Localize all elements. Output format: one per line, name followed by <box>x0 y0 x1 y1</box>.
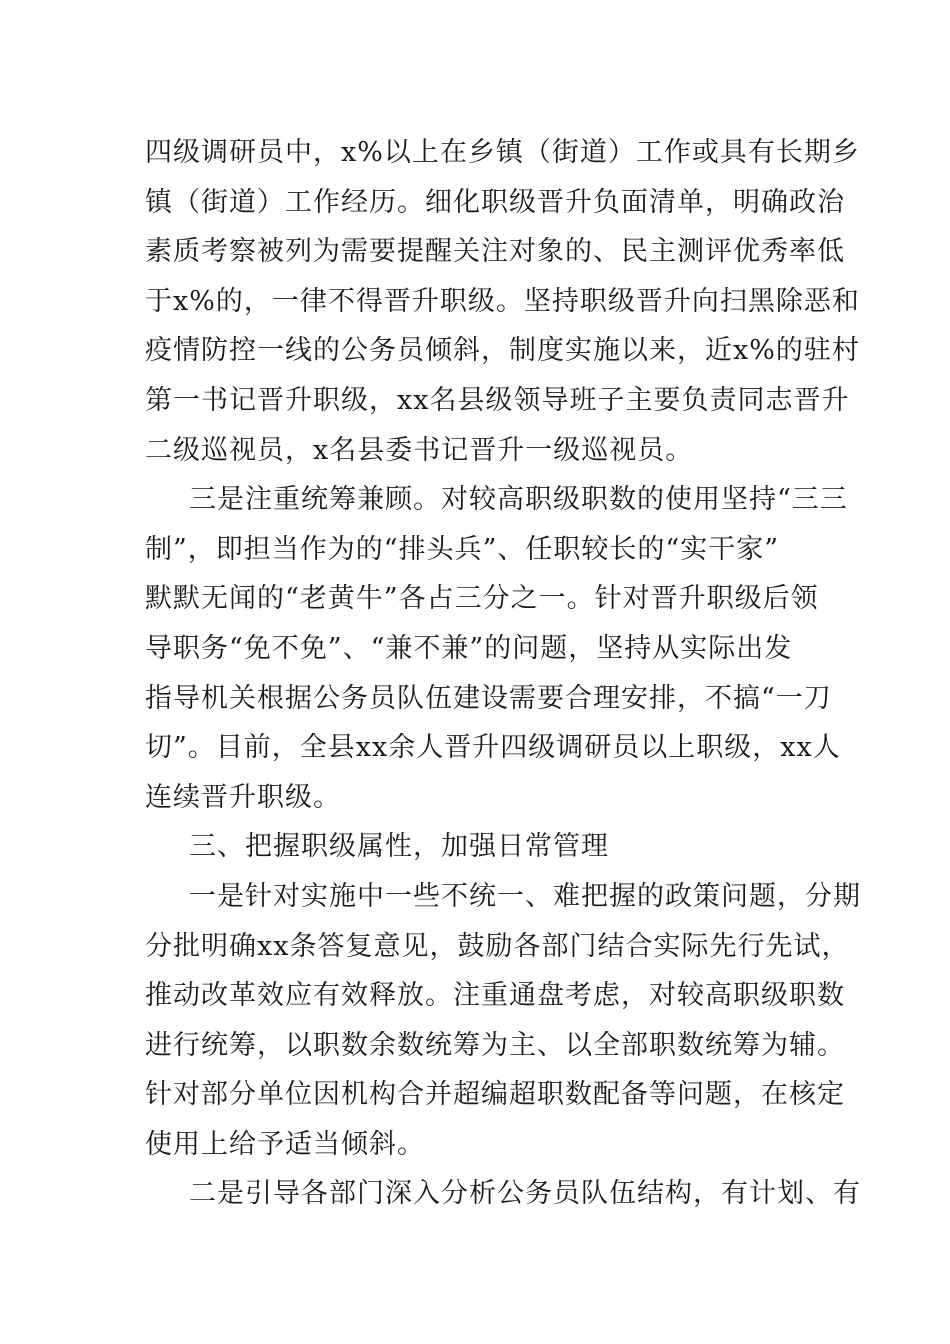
section-heading: 三、把握职级属性，加强日常管理 <box>189 831 609 863</box>
text-line: 分批明确xx条答复意见，鼓励各部门结合实际先行先试， <box>145 930 850 962</box>
text-line: 默默无闻的“老黄牛”各占三分之一。针对晋升职级后领 <box>145 583 819 615</box>
text-line: 使用上给予适当倾斜。 <box>145 1128 425 1160</box>
text-line: 于x%的，一律不得晋升职级。坚持职级晋升向扫黑除恶和 <box>145 285 860 317</box>
text-line: 疫情防控一线的公务员倾斜，制度实施以来，近x%的驻村 <box>145 335 860 367</box>
text-line: 导职务“免不免”、“兼不兼”的问题，坚持从实际出发 <box>145 632 793 664</box>
text-line: 素质考察被列为需要提醒关注对象的、民主测评优秀率低 <box>145 236 845 268</box>
text-line: 指导机关根据公务员队伍建设需要合理安排，不搞“一刀 <box>145 682 832 714</box>
text-line: 连续晋升职级。 <box>145 781 341 813</box>
text-line: 进行统筹，以职数余数统筹为主、以全部职数统筹为辅。 <box>145 1029 845 1061</box>
text-line: 切”。目前，全县xx余人晋升四级调研员以上职级，xx人 <box>145 732 841 764</box>
text-line: 针对部分单位因机构合并超编超职数配备等问题，在核定 <box>145 1079 845 1111</box>
text-line: 二级巡视员，x名县委书记晋升一级巡视员。 <box>145 434 694 466</box>
text-line: 制”，即担当作为的“排头兵”、任职较长的“实干家” <box>145 533 780 565</box>
paragraph-start-line: 三是注重统筹兼顾。对较高职级职数的使用坚持“三三 <box>189 484 848 516</box>
text-line: 第一书记晋升职级，xx名县级领导班子主要负责同志晋升 <box>145 384 850 416</box>
document-body <box>145 128 861 1219</box>
paragraph-start-line: 二是引导各部门深入分析公务员队伍结构，有计划、有 <box>189 1178 861 1210</box>
text-line: 镇（街道）工作经历。细化职级晋升负面清单，明确政治 <box>145 186 845 218</box>
text-line: 推动改革效应有效释放。注重通盘考虑，对较高职级职数 <box>145 980 845 1012</box>
paragraph-start-line: 一是针对实施中一些不统一、难把握的政策问题，分期 <box>189 880 861 912</box>
text-line: 四级调研员中，x%以上在乡镇（街道）工作或具有长期乡 <box>145 137 860 168</box>
